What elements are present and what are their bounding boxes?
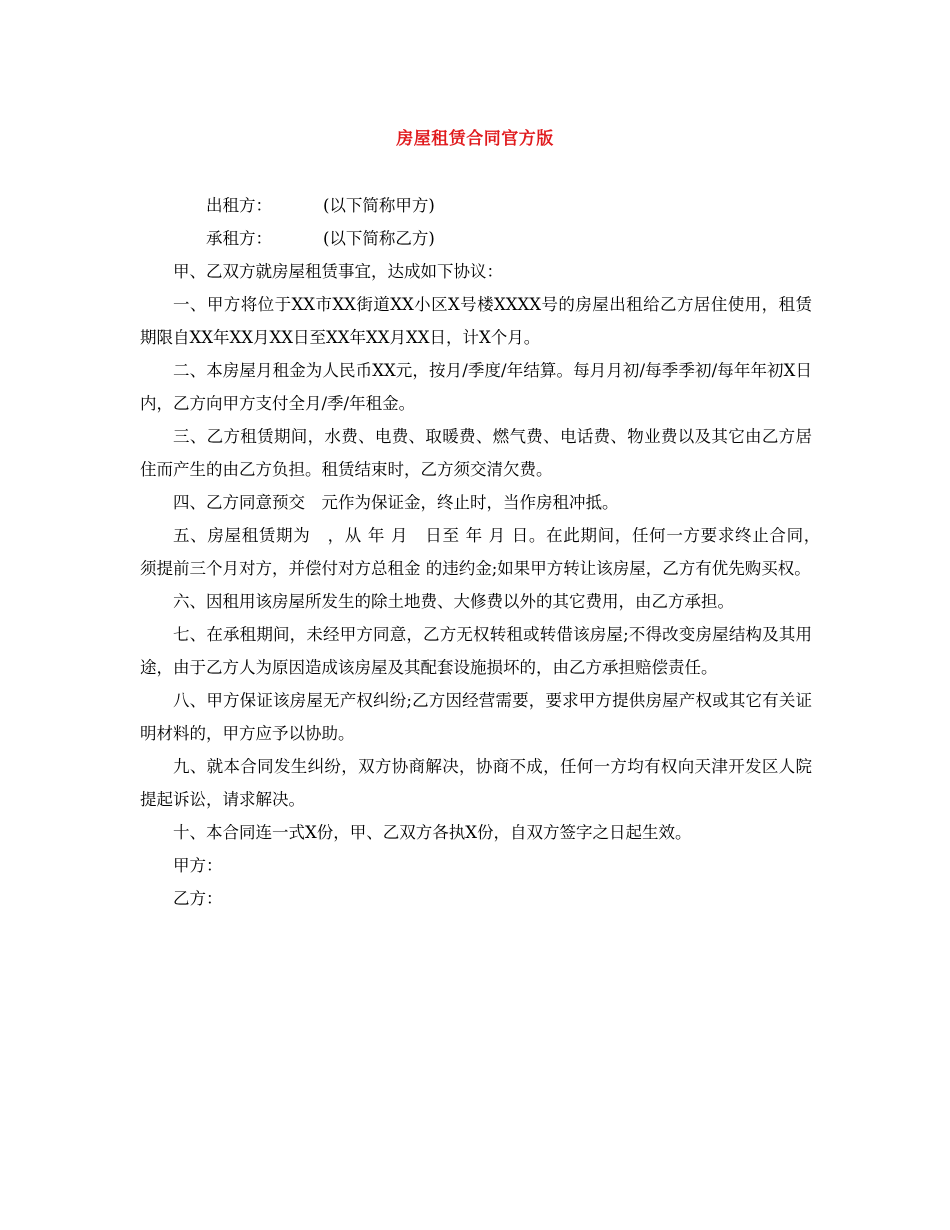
- clause-3: 三、乙方租赁期间，水费、电费、取暖费、燃气费、电话费、物业费以及其它由乙方居住而产生的由乙方负担。租赁结束时，乙方须交清欠费。: [140, 427, 812, 479]
- document-title: 房屋租赁合同官方版: [396, 129, 554, 149]
- clause-6: 六、因租用该房屋所发生的除土地费、大修费以外的其它费用，由乙方承担。: [173, 592, 734, 611]
- signature-party-b: 乙方：: [173, 889, 223, 908]
- lessor-note: (以下简称甲方): [323, 196, 435, 215]
- lessee-note: (以下简称乙方): [323, 229, 435, 248]
- lessee-label: 承租方：: [206, 229, 272, 248]
- signature-party-a: 甲方：: [173, 856, 223, 875]
- clause-8: 八、甲方保证该房屋无产权纠纷;乙方因经营需要，要求甲方提供房屋产权或其它有关证明材料的，甲方应予以协助。: [140, 691, 812, 743]
- paragraph-intro: 甲、乙双方就房屋租赁事宜，达成如下协议：: [173, 262, 503, 281]
- clause-4: 四、乙方同意预交 元作为保证金，终止时，当作房租冲抵。: [173, 493, 619, 512]
- lessor-label: 出租方：: [206, 196, 272, 215]
- clause-9: 九、就本合同发生纠纷，双方协商解决，协商不成，任何一方均有权向天津开发区人院提起诉讼，请求解决。: [140, 757, 812, 809]
- lessee-line: [140, 222, 812, 255]
- lessor-line: [140, 189, 812, 222]
- clause-1: 一、甲方将位于XX市XX街道XX小区X号楼XXXX号的房屋出租给乙方居住使用，租赁期限自XX年XX月XX日至XX年XX月XX日，计X个月。: [140, 295, 812, 347]
- clause-5: 五、房屋租赁期为 ，从 年 月 日至 年 月 日。在此期间，任何一方要求终止合同， 须提前三个月对方，并偿付对方总租金 的违约金;如果甲方转让该房屋，乙方有优先购买权。: [140, 526, 829, 578]
- document-body: [140, 189, 829, 915]
- clause-7: 七、在承租期间，未经甲方同意，乙方无权转租或转借该房屋;不得改变房屋结构及其用途，由于乙方人为原因造成该房屋及其配套设施损坏的，由乙方承担赔偿责任。: [140, 625, 812, 677]
- clause-2: 二、本房屋月租金为人民币XX元，按月/季度/年结算。每月月初/每季季初/每年年初X日内，乙方向甲方支付全月/季/年租金。: [140, 361, 812, 413]
- clause-10: 十、本合同连一式X份，甲、乙双方各执X份，自双方签字之日起生效。: [173, 823, 692, 842]
